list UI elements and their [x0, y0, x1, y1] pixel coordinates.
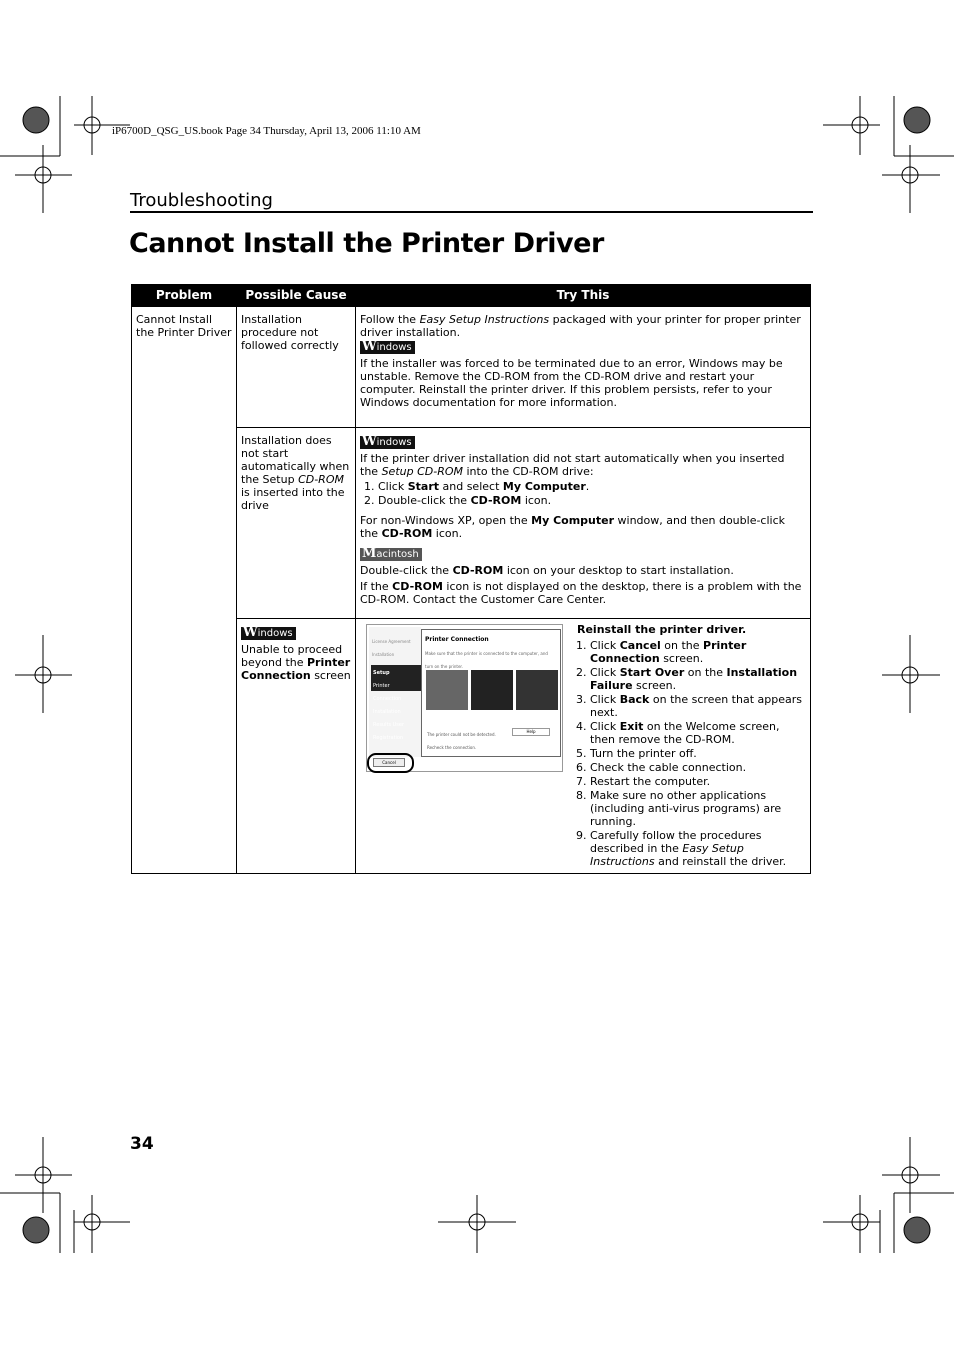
list-item: 2. Double-click the CD-ROM icon. — [378, 494, 806, 507]
reinstall-steps: Reinstall the printer driver. 1. Click Cancel on the Printer Connection screen. 2. Click Start Over on the Installation Failure screen. 3. Click Back on the screen that appears next. 4. Click Exit on the Welcome screen, then remove the CD-ROM. 5. Turn the printer off. 6. Check the cable connection. 7. Restart the computer. 8. Make sure no other applications (including anti-virus programs) are running. 9. Carefully follow the procedures described in the Easy Setup Instructions and reinstall the driver. — [577, 621, 806, 869]
screenshot-cancel-button: Cancel — [373, 758, 405, 767]
list-item: 6. Check the cable connection. — [590, 761, 806, 774]
screenshot-photo — [516, 670, 558, 710]
header-try: Try This — [356, 285, 811, 307]
problem-cell: Cannot Install the Printer Driver — [132, 307, 237, 874]
book-header: iP6700D_QSG_US.book Page 34 Thursday, April 13, 2006 11:10 AM — [112, 125, 421, 137]
page-title: Cannot Install the Printer Driver — [129, 228, 604, 259]
list-item: 5. Turn the printer off. — [590, 747, 806, 760]
table-row — [132, 307, 811, 428]
windows-steps — [360, 480, 806, 507]
try-cell: Follow the Easy Setup Instructions packaged with your printer for proper printer driver installation. Windows If the installer was forced to be terminated due to an error, Windows may be unstable. Remove the CD-ROM from the CD-ROM drive and restart your computer. Reinstall the printer driver. If this problem persists, refer to your Windows documentation for more information. — [356, 307, 811, 428]
cause-cell: Installation does not start automatically when the Setup CD-ROM is inserted into the drive — [237, 428, 356, 619]
cause-cell: Installation procedure not followed correctly — [237, 307, 356, 428]
list-item: 9. Carefully follow the procedures described in the Easy Setup Instructions and reinstall the driver. — [590, 829, 806, 868]
cancel-highlight-circle — [367, 753, 414, 773]
printer-connection-screenshot — [366, 624, 563, 772]
list-item: 3. Click Back on the screen that appears next. — [590, 693, 806, 719]
list-item: 7. Restart the computer. — [590, 775, 806, 788]
list-item: 8. Make sure no other applications (including anti-virus programs) are running. — [590, 789, 806, 828]
screenshot-dialog: Printer Connection Make sure that the printer is connected to the computer, and turn on the printer. The printer could not be detected. Recheck the connection. Help — [421, 629, 561, 757]
list-item: 1. Click Cancel on the Printer Connection screen. — [590, 639, 806, 665]
screenshot-help-button: Help — [512, 728, 550, 736]
windows-logo: Windows — [241, 627, 296, 640]
header-cause: Possible Cause — [237, 285, 356, 307]
list-item: 4. Click Exit on the Welcome screen, then remove the CD-ROM. — [590, 720, 806, 746]
page-number: 34 — [130, 1134, 154, 1154]
header-problem: Problem — [132, 285, 237, 307]
windows-logo: Windows — [360, 436, 415, 449]
table-header-row — [132, 285, 811, 307]
screenshot-left-panel: License Agreement Installation — [369, 627, 421, 757]
screenshot-photo — [426, 670, 468, 710]
section-title: Troubleshooting — [130, 190, 273, 211]
screenshot-setup-panel: Setup Printer Connection Installation Results User Registration — [371, 665, 421, 691]
section-rule — [130, 211, 813, 213]
macintosh-logo: Macintosh — [360, 548, 422, 561]
try-cell — [356, 619, 811, 874]
screenshot-photo — [471, 670, 513, 710]
troubleshooting-table — [131, 284, 811, 874]
list-item: 1. Click Start and select My Computer. — [378, 480, 806, 493]
try-cell: Windows If the printer driver installation did not start automatically when you inserted the Setup CD-ROM into the CD-ROM drive: 1. Click Start and select My Computer. 2. Double-click the CD-ROM icon. For non-Windows XP, open the My Computer window, and then double-click the CD-ROM icon. Macintosh Double-click the CD-ROM icon on your desktop to start installation. If the CD-ROM icon is not displayed on the desktop, there is a problem with the CD-ROM. Contact the Customer Care Center. — [356, 428, 811, 619]
cause-cell: Windows Unable to proceed beyond the Printer Connection screen — [237, 619, 356, 874]
windows-logo: Windows — [360, 341, 415, 354]
list-item: 2. Click Start Over on the Installation Failure screen. — [590, 666, 806, 692]
